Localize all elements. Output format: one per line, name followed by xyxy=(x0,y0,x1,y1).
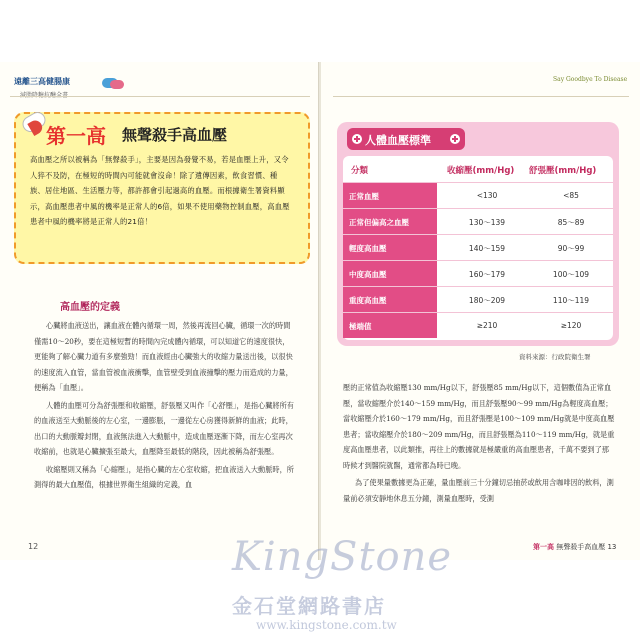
header-divider xyxy=(333,96,629,97)
table-row xyxy=(343,286,613,313)
row-label: 正常但偏高之血壓 xyxy=(349,218,409,227)
watermark-store-name: 金石堂網路書店 xyxy=(232,594,386,618)
right-page xyxy=(321,62,640,560)
table-row xyxy=(343,312,613,339)
bp-table-title-banner xyxy=(347,128,465,150)
row-label-cell xyxy=(343,261,437,286)
row-label-cell xyxy=(343,209,437,234)
row-label-cell xyxy=(343,313,437,338)
row-label-cell xyxy=(343,235,437,260)
diastolic-value: 100～109 xyxy=(552,270,590,279)
table-row xyxy=(343,234,613,261)
row-label: 正常血壓 xyxy=(349,192,379,201)
diastolic-value: 90～99 xyxy=(557,244,585,253)
systolic-value: 180～209 xyxy=(468,296,506,305)
table-source: 資料來源：行政院衛生署 xyxy=(519,353,591,361)
plus-icon xyxy=(352,134,362,144)
systolic-value: <130 xyxy=(476,191,498,200)
paragraph: 收縮壓則又稱為「心縮壓」，是指心臟的左心室收縮，把血液送入大動脈時，所測得的最大血壓值，根據世界衛生組織的定義，血 xyxy=(34,464,294,489)
page-number: 13 xyxy=(607,543,617,551)
systolic-value: ≥210 xyxy=(476,321,498,330)
series-logo xyxy=(14,76,138,102)
series-subtitle xyxy=(20,90,68,99)
row-label-cell xyxy=(343,183,437,208)
paragraph: 人體的血壓可分為舒張壓和收縮壓，舒張壓又叫作「心舒壓」，是指心臟將所有的血液送至大動脈後的左心室，一邊膨脹，一邊從左心房獲得新鮮的血液；此時，出口的大動脈瓣封閉，血液無法進入大動脈中，造成血壓逐漸下降，而左心室再次收縮前，也就是心臟擴張至最大，血壓降至最低的階段，因此被稱為舒張壓。 xyxy=(34,400,294,456)
paragraph: 壓的正常值為收縮壓130 mm/Hg以下，舒張壓85 mm/Hg以下，這個數值為正常血壓，當收縮壓介於140～159 mm/Hg，而且舒張壓90～99 mm/Hg為輕度高血壓；當收縮壓介於160～179 mm/Hg，而且舒張壓是100～109 mm/Hg就是中度高血壓患者；當收縮壓介於180～209 mm/Hg，而且舒張壓為110～119 mm/Hg，就是重度高血壓患者，以此類推，再往上的數據就是極嚴重的高血壓患者，千萬不要到了那時候才到醫院就醫，通常都為時已晚。 xyxy=(343,383,615,470)
row-label: 輕度高血壓 xyxy=(349,244,387,253)
running-header: Say Goodbye To Disease xyxy=(553,76,628,83)
callout-title-number: 第一高 xyxy=(46,124,106,148)
bp-table-title: 人體血壓標準 xyxy=(365,134,431,147)
capsule-icon-2 xyxy=(110,80,124,89)
paragraph: 為了使果量數據更為正確，量血壓前三十分鐘切忌抽菸或飲用含咖啡因的飲料，測量前必須安靜地休息五分鐘，測量血壓時，受測 xyxy=(343,478,614,503)
table-row xyxy=(343,260,613,287)
callout-title xyxy=(46,120,286,148)
callout-body: 高血壓之所以被稱為「無聲殺手」，主要是因為發覺不易，若是血壓上升，又令人猝不及防，在極短的時間內可能就會沒命！除了遺傳因素，飲食習慣、種族、居住地區、生活壓力等，都許都會引起過高的血壓。而根據衛生署資料顯示，高血壓患者中風的機率是正常人的6倍，如果不使用藥物控制血壓，高血壓患者中風的機率將是正常人的21倍！ xyxy=(30,155,290,226)
diastolic-value: 110～119 xyxy=(552,296,590,305)
row-label: 重度高血壓 xyxy=(349,296,387,305)
systolic-value: 130～139 xyxy=(468,218,506,227)
callout-title-text: 無聲殺手高血壓 xyxy=(122,126,228,144)
bp-table-header xyxy=(343,156,613,182)
left-body xyxy=(34,318,296,495)
diastolic-value: <85 xyxy=(563,191,579,200)
systolic-value: 160～179 xyxy=(468,270,506,279)
table-row xyxy=(343,208,613,235)
right-body xyxy=(343,380,615,508)
watermark-url: www.kingstone.com.tw xyxy=(256,618,397,632)
plus-icon xyxy=(450,134,460,144)
col-header-diastolic: 舒張壓(mm/Hg) xyxy=(529,166,597,176)
col-header-systolic: 收縮壓(mm/Hg) xyxy=(447,166,515,176)
row-label-cell xyxy=(343,287,437,312)
paragraph: 心臟將血液送出，讓血液在體內循環一周，然後再流回心臟，循環一次的時間僅需10～20秒，要在這極短暫的時間內完成體內循環，可以知道它的速度很快，更能夠了解心臟力道有多麼強勁！而血液經由心臟強大的收縮力量送出後，以很快的速度流入血管，當血管被血液衝擊，血管壁受到血液撞擊的壓力而造成的力量，便稱為「血壓」。 xyxy=(34,321,293,392)
diastolic-value: ≥120 xyxy=(560,321,582,330)
header-divider xyxy=(10,96,310,97)
row-label: 極端值 xyxy=(349,322,372,331)
footer-chapter: 第一高 xyxy=(533,543,554,551)
series-title: 遠離三高健腸康 xyxy=(14,76,70,86)
table-row xyxy=(343,182,613,209)
systolic-value: 140～159 xyxy=(468,244,506,253)
page-number: 12 xyxy=(28,542,39,551)
watermark-logo: KingStone xyxy=(232,534,453,580)
col-header-category: 分類 xyxy=(351,166,369,176)
row-label: 中度高血壓 xyxy=(349,270,387,279)
page-footer xyxy=(533,542,616,552)
section-title: 高血壓的定義 xyxy=(60,302,120,313)
left-page xyxy=(0,62,319,560)
footer-title: 無聲殺手高血壓 xyxy=(556,543,606,551)
diastolic-value: 85～89 xyxy=(557,218,585,227)
book-spread xyxy=(0,62,640,560)
